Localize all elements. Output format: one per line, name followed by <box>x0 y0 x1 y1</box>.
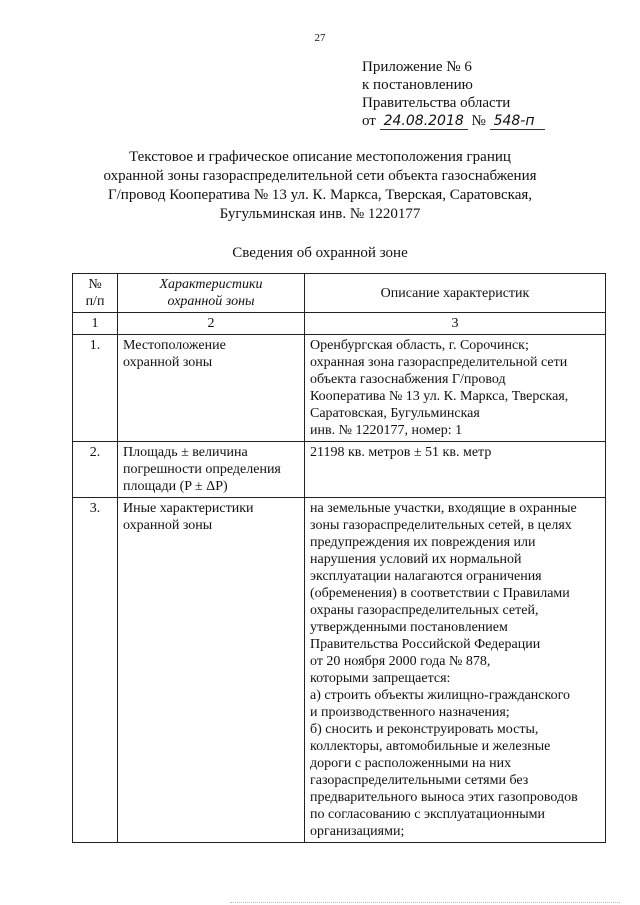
table-header-row <box>73 274 606 313</box>
desc-line: охранная зона газораспределительной сети <box>310 355 568 370</box>
row-name-line: охранной зоны <box>123 355 213 370</box>
row-name <box>118 498 305 843</box>
desc-line: дороги с расположенными на них <box>310 756 512 771</box>
table-row <box>73 335 606 442</box>
row-name-line: погрешности определения <box>123 462 281 477</box>
row-name-line: Иные характеристики <box>123 501 254 516</box>
section-subtitle: Сведения об охранной зоне <box>232 245 408 261</box>
header-num <box>73 274 118 313</box>
title-line2: охранной зоны газораспределительной сети объекта газоснабжения <box>103 168 537 184</box>
desc-line: от 20 ноября 2000 года № 878, <box>310 654 491 669</box>
row-name-line: охранной зоны <box>123 518 213 533</box>
header-char-line1: Характеристики <box>159 277 263 292</box>
row-name-line: Местоположение <box>123 338 226 353</box>
appendix-line1: Приложение № 6 <box>362 59 472 75</box>
date-prefix: от <box>362 113 376 129</box>
scan-edge-line <box>230 902 620 903</box>
header-num-line1: № <box>88 277 102 292</box>
title-line4: Бугульминская инв. № 1220177 <box>219 206 421 222</box>
appendix-date-line <box>362 112 545 130</box>
header-num-line2: п/п <box>85 294 105 309</box>
col-number-1: 1 <box>73 313 118 335</box>
header-characteristics <box>118 274 305 313</box>
row-description <box>305 498 606 843</box>
desc-line: предупреждения их повреждения или <box>310 535 536 550</box>
row-description <box>305 442 606 498</box>
desc-line: зоны газораспределительных сетей, в целях <box>310 518 572 533</box>
document-title <box>60 148 580 224</box>
desc-line: эксплуатации налагаются ограничения <box>310 569 542 584</box>
desc-line: Правительства Российской Федерации <box>310 637 541 652</box>
desc-line: инв. № 1220177, номер: 1 <box>310 423 463 438</box>
desc-line: Оренбургская область, г. Сорочинск; <box>310 338 529 353</box>
row-name-line: площади (P ± ΔP) <box>123 479 228 494</box>
header-description: Описание характеристик <box>305 274 606 313</box>
col-number-3: 3 <box>305 313 606 335</box>
row-num: 3. <box>73 498 118 843</box>
desc-line: и производственного назначения; <box>310 705 510 720</box>
desc-line: охраны газораспределительных сетей, <box>310 603 539 618</box>
desc-line: б) сносить и реконструировать мосты, <box>310 722 539 737</box>
desc-line: которыми запрещается: <box>310 671 451 686</box>
title-line3: Г/провод Кооператива № 13 ул. К. Маркса, Тверская, Саратовская, <box>107 187 533 203</box>
handwritten-number: 548-п <box>490 113 545 130</box>
desc-line: газораспределительными сетями без <box>310 773 529 788</box>
title-line1: Текстовое и графическое описание местоположения границ <box>129 149 511 165</box>
table-row <box>73 498 606 843</box>
desc-line: коллекторы, автомобильные и железные <box>310 739 551 754</box>
row-name-line: Площадь ± величина <box>123 445 248 460</box>
row-name <box>118 442 305 498</box>
desc-line: на земельные участки, входящие в охранные <box>310 501 577 516</box>
number-sign: № <box>471 113 486 129</box>
table-row <box>73 442 606 498</box>
desc-line: 21198 кв. метров ± 51 кв. метр <box>310 445 492 460</box>
desc-line: объекта газоснабжения Г/провод <box>310 372 506 387</box>
desc-line: Саратовская, Бугульминская <box>310 406 480 421</box>
desc-line: утвержденными постановлением <box>310 620 508 635</box>
desc-line: Кооператива № 13 ул. К. Маркса, Тверская, <box>310 389 569 404</box>
row-description <box>305 335 606 442</box>
header-char-line2: охранной зоны <box>167 294 255 309</box>
appendix-line2: к постановлению <box>362 77 473 93</box>
desc-line: нарушения условий их нормальной <box>310 552 522 567</box>
col-number-2: 2 <box>118 313 305 335</box>
protection-zone-table <box>72 273 606 843</box>
desc-line: по согласованию с эксплуатационными <box>310 807 545 822</box>
page-number: 27 <box>314 32 326 44</box>
desc-line: предварительного выноса этих газопроводов <box>310 790 578 805</box>
desc-line: (обременения) в соответствии с Правилами <box>310 586 570 601</box>
desc-line: организациями; <box>310 824 405 839</box>
appendix-line3: Правительства области <box>362 95 511 111</box>
handwritten-date: 24.08.2018 <box>380 113 468 130</box>
desc-line: а) строить объекты жилищно-гражданского <box>310 688 570 703</box>
row-num: 1. <box>73 335 118 442</box>
column-number-row <box>73 313 606 335</box>
appendix-block <box>362 58 545 130</box>
row-num: 2. <box>73 442 118 498</box>
row-name <box>118 335 305 442</box>
